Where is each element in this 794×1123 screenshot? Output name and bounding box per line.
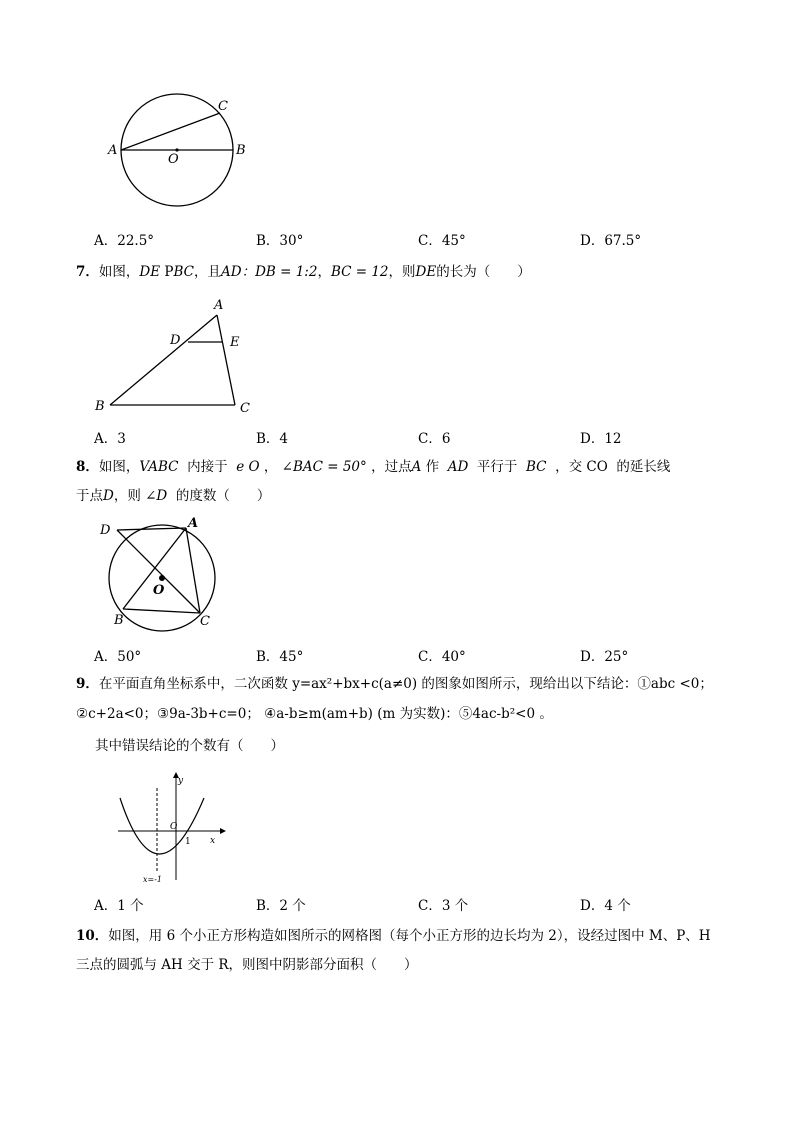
q8-text: 于点: [76, 488, 103, 504]
q9-option-b[interactable]: B．2 个: [256, 898, 306, 914]
q8-text: ，: [263, 459, 278, 475]
q8-math-co: CO: [586, 459, 608, 475]
q6-label-o: O: [168, 152, 179, 167]
q6-label-a: A: [108, 143, 118, 158]
q8-math-ad: AD: [447, 459, 469, 475]
q7-text: ，则: [388, 264, 416, 280]
q6-option-a[interactable]: A．22.5°: [94, 233, 155, 249]
q7-label-b: B: [95, 399, 105, 414]
q7-label-e: E: [230, 335, 240, 350]
q7-option-a[interactable]: A．3: [94, 431, 126, 447]
q8-text: ，则: [113, 488, 141, 504]
q7-parallel-symbol: P: [164, 264, 174, 280]
q8-option-d[interactable]: D．25°: [580, 649, 629, 665]
q7-number: 7．: [76, 264, 99, 280]
q6-option-d[interactable]: D．67.5°: [580, 233, 642, 249]
q8-label-d: D: [100, 523, 111, 538]
q7-math-ratio: AD：DB = 1:2: [221, 264, 318, 280]
q8-number: 8．: [76, 459, 99, 475]
q8-text: ，交: [555, 459, 583, 475]
q9-stem-line1: [76, 674, 713, 694]
q6-option-c[interactable]: C．45°: [418, 233, 466, 249]
q8-text: 作: [425, 459, 440, 475]
q9-label-o: O: [170, 822, 178, 832]
q7-triangle-figure: [88, 295, 263, 420]
q9-text: 在平面直角坐标系中，二次函数 y=ax²+bx+c(a≠0) 的图象如图所示，现给出以下结论：①abc <0；: [98, 676, 713, 692]
q8-math-a: A: [411, 459, 422, 475]
q9-number: 9．: [76, 676, 99, 692]
q8-text: 平行于: [476, 459, 518, 475]
q6-label-c: C: [218, 99, 228, 114]
q7-label-d: D: [170, 333, 181, 348]
q7-math-de: DE: [415, 264, 437, 280]
q9-stem-line2: ②c+2a<0；③9a-3b+c=0； ④a-b≥m(am+b) (m 为实数)：⑤4ac-b²<0 。: [76, 706, 553, 722]
q9-label-axis-eq: x=-1: [143, 875, 163, 884]
q8-option-b[interactable]: B．45°: [256, 649, 304, 665]
q9-parabola-figure: [110, 768, 230, 890]
q10-stem-line2: 三点的圆弧与 AH 交于 R，则图中阴影部分面积（ ）: [76, 957, 418, 973]
q8-text: 如图，: [98, 459, 140, 475]
q8-text: ，过点: [371, 459, 412, 475]
q8-math-circle: e O: [236, 459, 260, 475]
q7-math-bc: BC: [173, 264, 194, 280]
q9-label-x: x: [210, 836, 216, 846]
q8-label-c: C: [200, 614, 210, 629]
q10-stem-line1: [76, 926, 711, 946]
q9-label-y: y: [178, 776, 184, 786]
q7-math-bc12: BC = 12: [330, 264, 389, 280]
q10-text: 如图，用 6 个小正方形构造如图所示的网格图（每个小正方形的边长均为 2），设经过图中 M、P、H: [108, 928, 711, 944]
q8-text: 内接于: [187, 459, 228, 475]
q8-stem-line1: [76, 457, 670, 477]
q7-math-de: DE: [139, 264, 161, 280]
q8-label-b: B: [114, 613, 124, 628]
q8-math-d: D: [103, 488, 114, 504]
q7-label-c: C: [240, 401, 250, 416]
q7-option-b[interactable]: B．4: [256, 431, 289, 447]
q8-stem-line2: [76, 486, 270, 506]
q8-math-angle: ∠BAC = 50°: [281, 459, 367, 475]
q6-circle-figure: [100, 88, 260, 218]
q6-label-b: B: [236, 143, 246, 158]
q9-option-c[interactable]: C．3 个: [418, 898, 469, 914]
q7-text: ，: [317, 264, 331, 280]
q7-text: ，且: [194, 264, 221, 280]
q7-option-c[interactable]: C．6: [418, 431, 451, 447]
q8-label-a: A: [188, 516, 199, 531]
q8-option-c[interactable]: C．40°: [418, 649, 466, 665]
q8-math-tri: VABC: [139, 459, 179, 475]
q7-text: 的长为（ ）: [436, 264, 531, 280]
q9-label-one: 1: [185, 837, 191, 847]
q7-stem: [76, 262, 531, 282]
q9-stem-line3: 其中错误结论的个数有（ ）: [95, 738, 284, 754]
q8-label-o: O: [153, 583, 165, 598]
q8-option-a[interactable]: A．50°: [94, 649, 142, 665]
q6-option-b[interactable]: B．30°: [256, 233, 304, 249]
q8-math-bc: BC: [525, 459, 547, 475]
q7-text: 如图，: [98, 264, 140, 280]
q10-number: 10．: [76, 928, 109, 944]
q9-option-d[interactable]: D．4 个: [580, 898, 631, 914]
q8-text: 的度数（ ）: [175, 488, 271, 504]
q8-text: 的延长线: [616, 459, 671, 475]
q7-label-a: A: [214, 298, 224, 313]
q8-math-angle-d: ∠D: [145, 488, 168, 504]
q8-circle-figure: [96, 512, 231, 632]
q9-option-a[interactable]: A．1 个: [94, 898, 144, 914]
q7-option-d[interactable]: D．12: [580, 431, 622, 447]
